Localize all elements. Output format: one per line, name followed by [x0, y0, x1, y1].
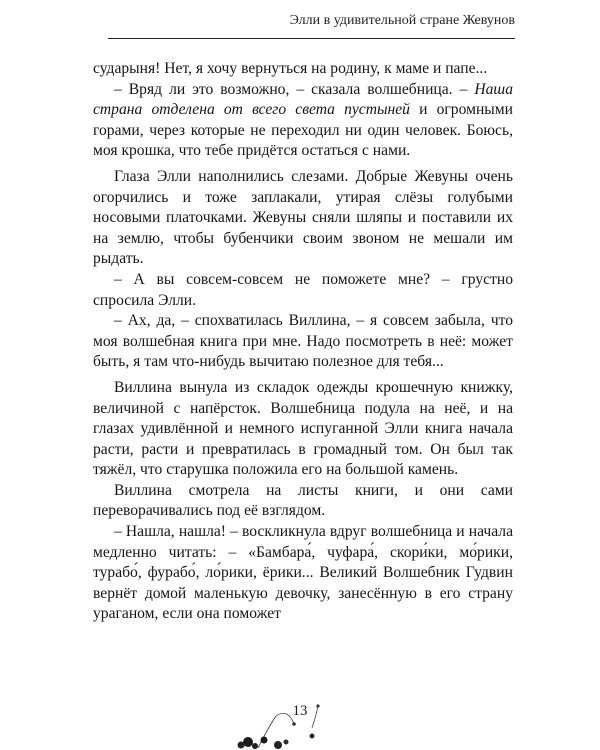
paragraph-8: – Нашла, нашла! – воскликнула вдруг волшебница и начала медленно читать: – «Бамбара́, чуфара́, скори́ки, мо́рики, турабо́, фурабо́, ло́рики, ёрики... Великий Волшебник Гудвин вернёт домой маленькую девочку, занесённую в его страну ураганом, если она поможет — [93, 523, 513, 623]
paragraph-4: – А вы совсем-совсем не поможете мне? – грустно спросила Элли. — [93, 270, 513, 309]
paragraph-3: Глаза Элли наполнились слезами. Добрые Жевуны очень огорчились и тоже заплакали, утирая слёзы голубыми носовыми платочками. Жевуны сняли шляпы и поставили их на землю, чтобы бубенчики своим звоном не мешали им рыдать. — [93, 167, 513, 268]
paragraph-7: Виллина смотрела на листы книги, и они сами переворачивались под её взглядом. — [93, 481, 513, 520]
running-title: Элли в удивительной стране Жевунов — [289, 13, 515, 28]
running-header — [108, 6, 515, 39]
paragraph-2-end: и огромными горами, через которые не переходил ни один человек. Боюсь, моя крошка, что тебе придётся остаться с нами. — [93, 101, 513, 160]
paragraph-2-emphasis: Наша страна отделена от всего света пустыней — [93, 80, 513, 119]
page-number: 13 — [292, 703, 308, 719]
page-text — [93, 59, 513, 625]
paragraph-1: сударыня! Нет, я хочу вернуться на родину, к маме и папе... — [93, 60, 488, 77]
paragraph-5: – Ах, да, – спохватилась Виллина, – я совсем забыла, что моя волшебная книга при мне. Надо посмотреть в неё: может быть, я там что-нибудь вычитаю полезное для тебя... — [93, 312, 513, 371]
paragraph-2 — [93, 80, 513, 162]
paragraph-2-start: – Вряд ли это возможно, – сказала волшебница. – — [114, 80, 475, 98]
paragraph-6: Виллина вынула из складок одежды крошечную книжку, величиной с напёрсток. Волшебница подула на неё, и на глазах удивлённой и немного испуганной Элли книга начала расти, расти и превратилась в громадный том. Он был так тяжёл, что старушка положила его на большой камень. — [93, 378, 513, 479]
